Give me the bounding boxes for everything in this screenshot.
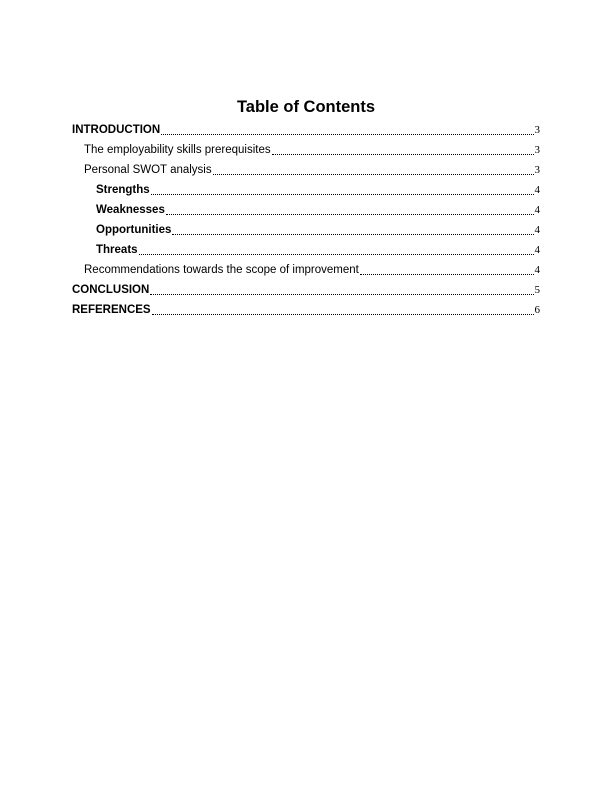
toc-entry-label: Strengths bbox=[96, 184, 150, 196]
toc-entry-label: Threats bbox=[96, 244, 138, 256]
toc-entry-recommendations[interactable] bbox=[72, 258, 540, 278]
table-of-contents bbox=[72, 118, 540, 318]
toc-entry-employability-skills[interactable] bbox=[72, 138, 540, 158]
toc-entry-page-number: 4 bbox=[534, 264, 540, 276]
dot-leader bbox=[151, 192, 534, 195]
toc-entry-references[interactable] bbox=[72, 298, 540, 318]
toc-entry-page-number: 3 bbox=[534, 144, 540, 156]
toc-entry-strengths[interactable] bbox=[72, 178, 540, 198]
dot-leader bbox=[150, 292, 533, 295]
dot-leader bbox=[213, 172, 534, 175]
toc-entry-label: The employability skills prerequisites bbox=[84, 144, 271, 156]
toc-entry-label: REFERENCES bbox=[72, 304, 151, 316]
dot-leader bbox=[152, 312, 534, 315]
dot-leader bbox=[172, 232, 533, 235]
toc-entry-label: Weaknesses bbox=[96, 204, 165, 216]
toc-entry-label: Personal SWOT analysis bbox=[84, 164, 212, 176]
toc-entry-page-number: 3 bbox=[534, 124, 540, 136]
toc-entry-page-number: 5 bbox=[534, 284, 540, 296]
dot-leader bbox=[166, 212, 534, 215]
dot-leader bbox=[272, 152, 534, 155]
toc-entry-label: Recommendations towards the scope of improvement bbox=[84, 264, 359, 276]
toc-entry-weaknesses[interactable] bbox=[72, 198, 540, 218]
toc-entry-page-number: 6 bbox=[534, 304, 540, 316]
dot-leader bbox=[139, 252, 534, 255]
toc-entry-label: INTRODUCTION bbox=[72, 124, 161, 136]
toc-entry-page-number: 4 bbox=[534, 184, 540, 196]
toc-entry-personal-swot[interactable] bbox=[72, 158, 540, 178]
toc-entry-conclusion[interactable] bbox=[72, 278, 540, 298]
toc-entry-label: CONCLUSION bbox=[72, 284, 150, 296]
toc-entry-page-number: 3 bbox=[534, 164, 540, 176]
toc-title: Table of Contents bbox=[236, 98, 376, 116]
dot-leader bbox=[360, 272, 534, 275]
toc-entry-page-number: 4 bbox=[534, 244, 540, 256]
dot-leader bbox=[161, 132, 533, 135]
toc-entry-page-number: 4 bbox=[534, 224, 540, 236]
toc-entry-page-number: 4 bbox=[534, 204, 540, 216]
toc-entry-opportunities[interactable] bbox=[72, 218, 540, 238]
toc-entry-threats[interactable] bbox=[72, 238, 540, 258]
toc-entry-introduction[interactable] bbox=[72, 118, 540, 138]
toc-entry-label: Opportunities bbox=[96, 224, 172, 236]
